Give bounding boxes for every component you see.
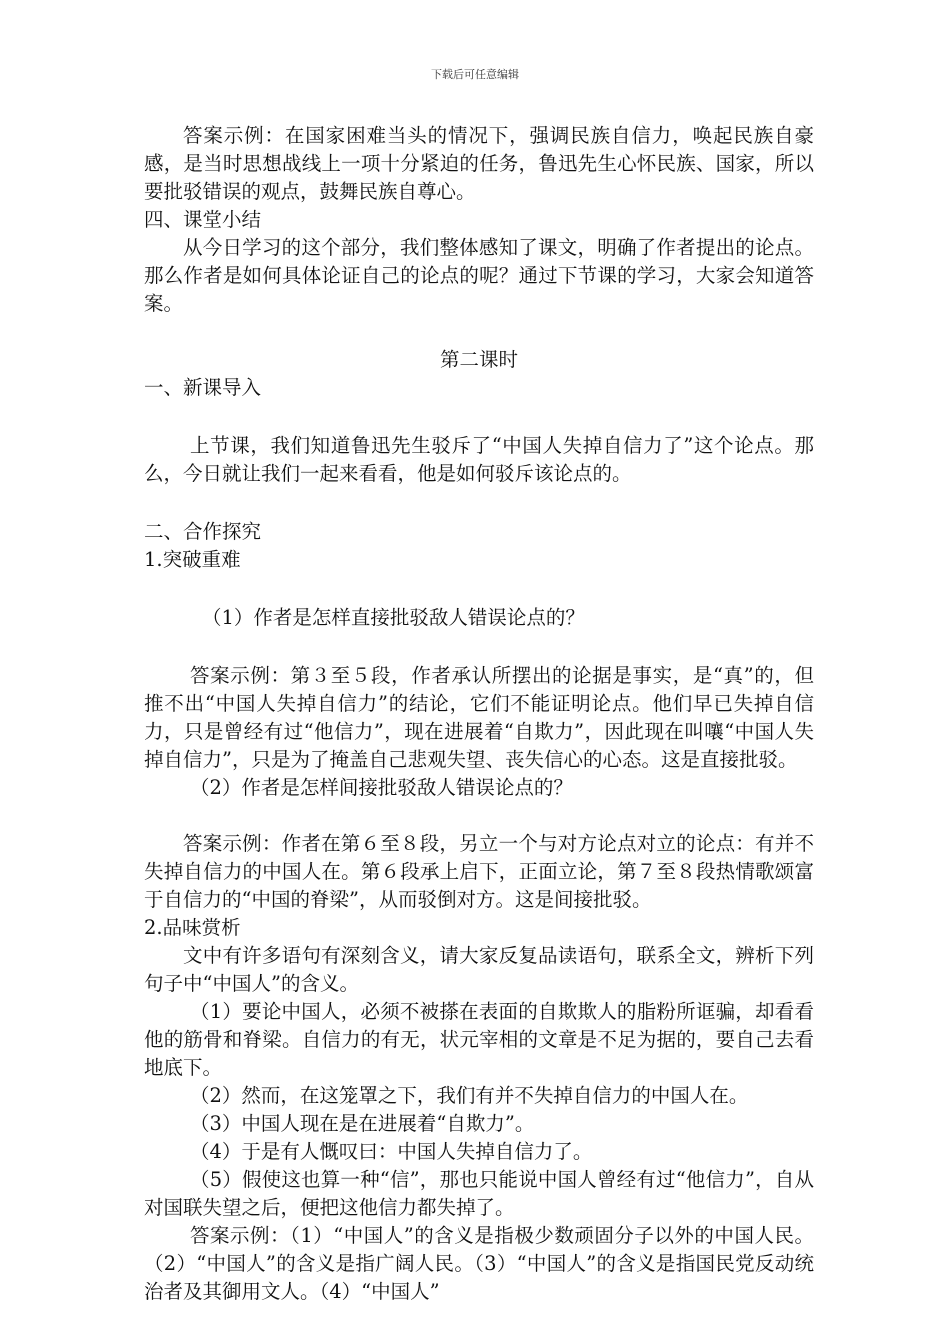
question-2: （2）作者是怎样间接批驳敌人错误论点的？ [190, 776, 573, 799]
answer-2: 答案示例：作者在第６至８段，另立一个与对方论点对立的论点：有并不失掉自信力的中国人在。第６段承上启下，正面立论，第７至８段热情歌颂富于自信力的“中国的脊梁”，从而驳倒对方。这是间接批驳。 [144, 832, 814, 911]
spacer [144, 574, 814, 604]
document-body [144, 122, 814, 1306]
paragraph-intro: 上节课，我们知道鲁迅先生驳斥了“中国人失掉自信力了”这个论点。那么，今日就让我们一起来看看，他是如何驳斥该论点的。 [144, 434, 814, 485]
answer-1: 答案示例：第３至５段，作者承认所摆出的论据是事实，是“真”的，但推不出“中国人失掉自信力”的结论，它们不能证明论点。他们早已失掉自信力，只是曾经有过“他信力”，现在进展着“自欺力”，因此现在叫嚷“中国人失掉自信力”，只是为了掩盖自己悲观失望、丧失信心的心态。这是直接批驳。 [144, 664, 814, 771]
sentence-5: （5）假使这也算一种“信”，那也只能说中国人曾经有过“他信力”，自从对国联失望之后，便把这他信力都失掉了。 [144, 1168, 814, 1219]
sentence-2: （2）然而，在这笼罩之下，我们有并不失掉自信力的中国人在。 [190, 1084, 749, 1107]
spacer [144, 318, 814, 346]
section-heading-intro: 一、新课导入 [144, 376, 262, 399]
sentence-1: （1）要论中国人，必须不被搽在表面的自欺欺人的脂粉所诓骗，却看看他的筋骨和脊梁。自信力的有无，状元宰相的文章是不足为据的，要自己去看地底下。 [144, 1000, 814, 1079]
sentence-3: （3）中国人现在是在进展着“自欺力”。 [190, 1112, 535, 1135]
question-1: （1）作者是怎样直接批驳敌人错误论点的？ [202, 606, 585, 629]
answer-appreciation: 答案示例：（1）“中国人”的含义是指极少数顽固分子以外的中国人民。（2）“中国人”的含义是指广阔人民。（3）“中国人”的含义是指国民党反动统治者及其御用文人。（4）“中国人” [144, 1224, 814, 1303]
lesson-title: 第二课时 [439, 348, 518, 371]
section-heading-explore: 二、合作探究 [144, 520, 262, 543]
paragraph-appreciation-intro: 文中有许多语句有深刻含义，请大家反复品读语句，联系全文，辨析下列句子中“中国人”的含义。 [144, 944, 814, 995]
subheading-key-points: 1.突破重难 [144, 548, 241, 571]
section-heading-summary: 四、课堂小结 [144, 208, 262, 231]
spacer [144, 402, 814, 432]
spacer [144, 488, 814, 518]
paragraph-summary: 从今日学习的这个部分，我们整体感知了课文，明确了作者提出的论点。那么作者是如何具体论证自己的论点的呢？通过下节课的学习，大家会知道答案。 [144, 236, 814, 315]
paragraph-answer-intro: 答案示例：在国家困难当头的情况下，强调民族自信力，唤起民族自豪感，是当时思想战线上一项十分紧迫的任务，鲁迅先生心怀民族、国家，所以要批驳错误的观点，鼓舞民族自尊心。 [144, 124, 814, 203]
spacer [144, 632, 814, 662]
subheading-appreciation: 2.品味赏析 [144, 916, 241, 939]
spacer [144, 802, 814, 830]
sentence-4: （4）于是有人慨叹曰：中国人失掉自信力了。 [190, 1140, 593, 1163]
page-header-watermark: 下载后可任意编辑 [431, 68, 519, 81]
